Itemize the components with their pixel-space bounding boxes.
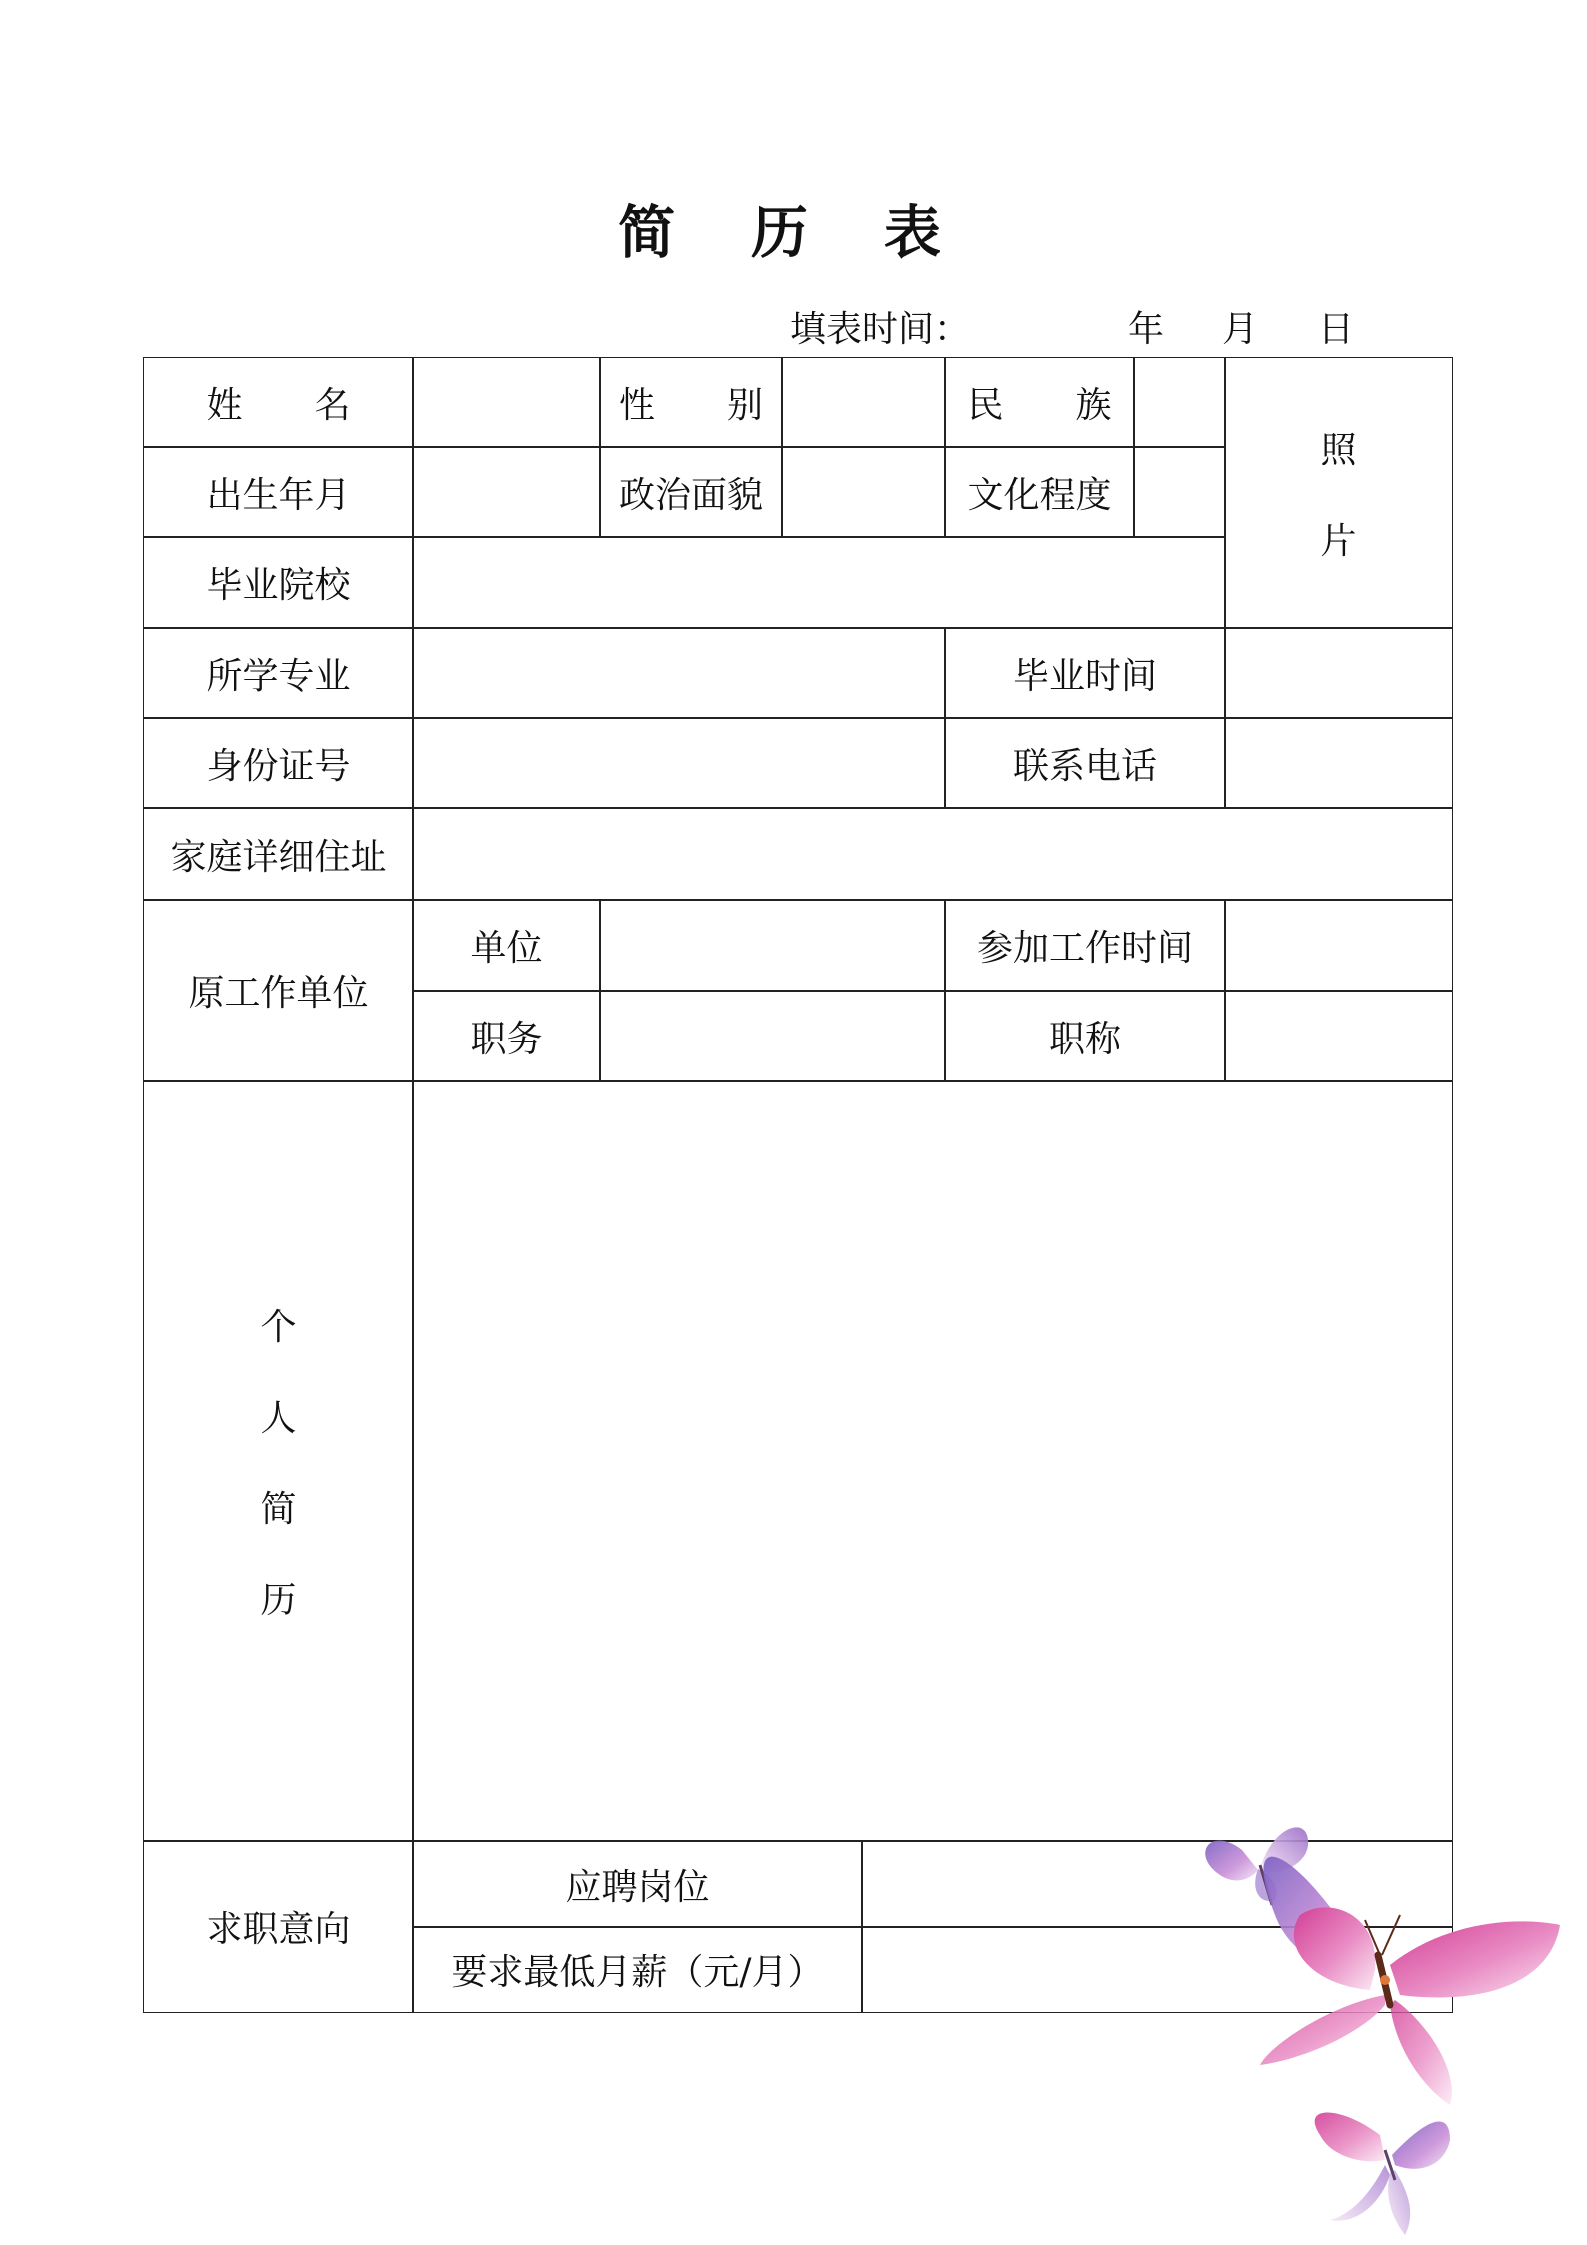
input-political[interactable] bbox=[781, 446, 946, 538]
label-id-number: 身份证号 bbox=[143, 717, 414, 809]
input-education[interactable] bbox=[1133, 446, 1226, 538]
label-former-unit: 原工作单位 bbox=[143, 899, 414, 1082]
label-name: 姓 名 bbox=[143, 357, 414, 448]
butterfly-decoration bbox=[1180, 1805, 1580, 2245]
resume-char-2: 人 bbox=[260, 1398, 297, 1439]
input-position[interactable] bbox=[599, 990, 946, 1082]
input-id-number[interactable] bbox=[412, 717, 946, 809]
input-address[interactable] bbox=[412, 807, 1453, 901]
fill-date-year: 年 bbox=[1128, 309, 1165, 350]
label-major: 所学专业 bbox=[143, 627, 414, 719]
input-school[interactable] bbox=[412, 536, 1226, 629]
label-job-intent: 求职意向 bbox=[143, 1840, 414, 2013]
input-unit[interactable] bbox=[599, 899, 946, 992]
input-gender[interactable] bbox=[781, 357, 946, 448]
label-apply-post: 应聘岗位 bbox=[412, 1840, 863, 1928]
label-personal-resume bbox=[143, 1080, 414, 1842]
label-min-salary: 要求最低月薪（元/月） bbox=[412, 1926, 863, 2013]
photo-box[interactable] bbox=[1224, 357, 1453, 629]
input-phone[interactable] bbox=[1224, 717, 1453, 809]
butterfly-bottom-icon bbox=[1315, 2113, 1450, 2236]
label-work-start: 参加工作时间 bbox=[944, 899, 1226, 992]
photo-label-1: 照 bbox=[1320, 430, 1357, 471]
page-title: 简 历 表 bbox=[618, 199, 969, 266]
fill-date-month: 月 bbox=[1222, 309, 1259, 350]
label-grad-time: 毕业时间 bbox=[944, 627, 1226, 719]
fill-date-label: 填表时间： bbox=[790, 309, 971, 350]
label-birth: 出生年月 bbox=[143, 446, 414, 538]
label-address: 家庭详细住址 bbox=[143, 807, 414, 901]
photo-label-2: 片 bbox=[1320, 521, 1357, 562]
label-title-rank: 职称 bbox=[944, 990, 1226, 1082]
label-education: 文化程度 bbox=[944, 446, 1135, 538]
input-work-start[interactable] bbox=[1224, 899, 1453, 992]
input-name[interactable] bbox=[412, 357, 601, 448]
input-grad-time[interactable] bbox=[1224, 627, 1453, 719]
label-political: 政治面貌 bbox=[599, 446, 783, 538]
input-birth[interactable] bbox=[412, 446, 601, 538]
label-phone: 联系电话 bbox=[944, 717, 1226, 809]
label-school: 毕业院校 bbox=[143, 536, 414, 629]
resume-char-1: 个 bbox=[260, 1307, 297, 1348]
input-title-rank[interactable] bbox=[1224, 990, 1453, 1082]
input-ethnicity[interactable] bbox=[1133, 357, 1226, 448]
butterfly-large-icon bbox=[1260, 1857, 1560, 2105]
label-position: 职务 bbox=[412, 990, 601, 1082]
resume-char-4: 历 bbox=[260, 1580, 297, 1621]
label-ethnicity: 民 族 bbox=[944, 357, 1135, 448]
label-gender: 性 别 bbox=[599, 357, 783, 448]
fill-date-day: 日 bbox=[1318, 309, 1355, 350]
input-major[interactable] bbox=[412, 627, 946, 719]
resume-char-3: 简 bbox=[260, 1489, 297, 1530]
input-personal-resume[interactable] bbox=[412, 1080, 1453, 1842]
label-unit: 单位 bbox=[412, 899, 601, 992]
